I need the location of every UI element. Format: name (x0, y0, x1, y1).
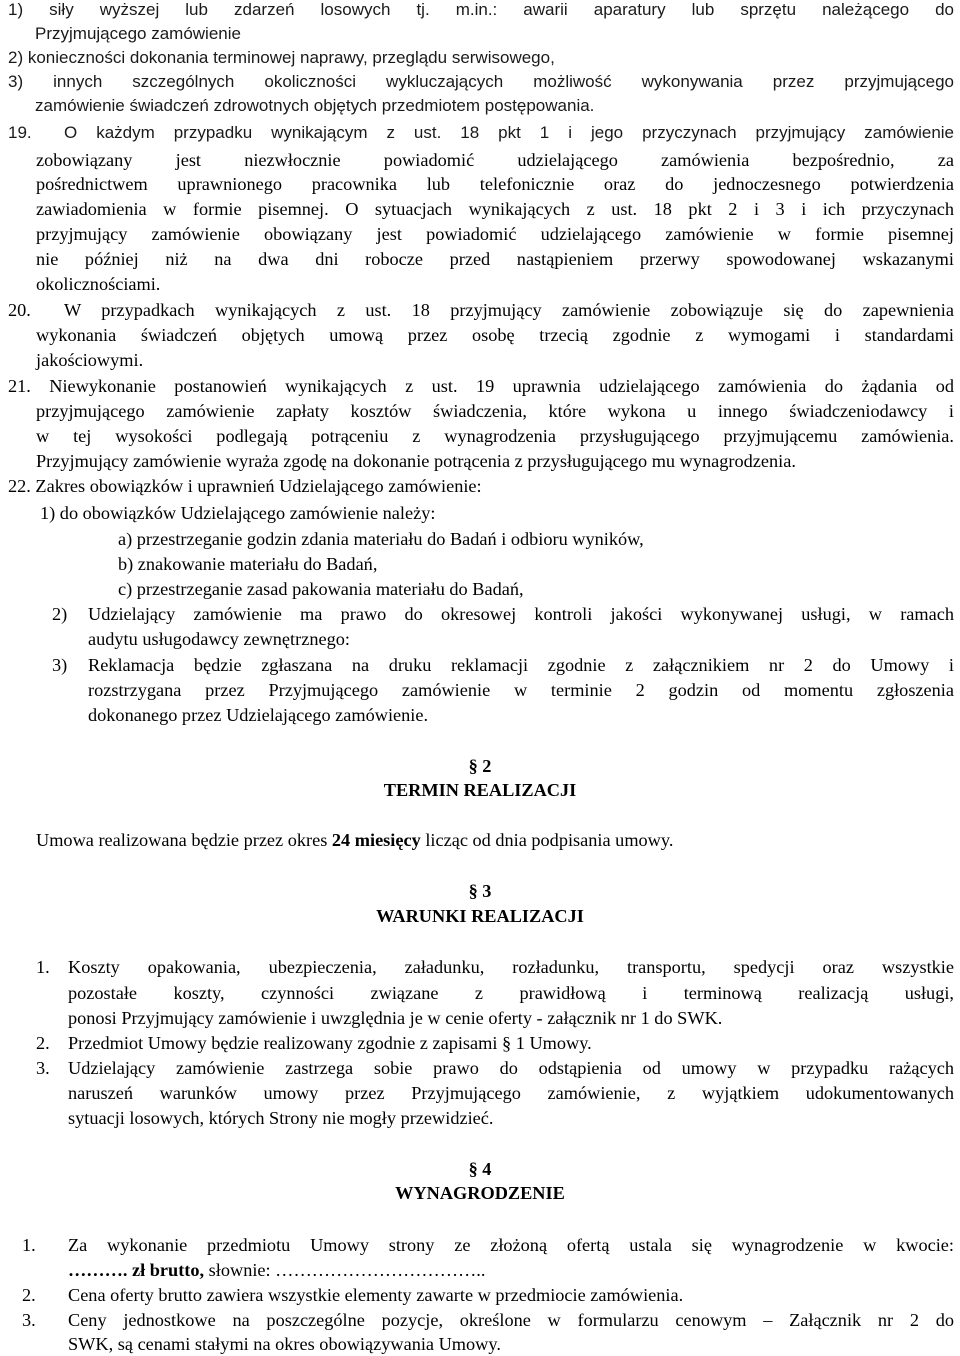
section-4-item-3-number: 3. (22, 1310, 36, 1330)
paragraph-22-sub-1: 1) do obowiązków Udzielającego zamówienie należy: (40, 503, 436, 523)
paragraph-22-item-a: a) przestrzeganie godzin zdania materiału do Badań i odbioru wyników, (118, 529, 644, 549)
section-3-item-2-line-1: Przedmiot Umowy będzie realizowany zgodnie z zapisami § 1 Umowy. (68, 1033, 592, 1053)
item-1-line-1: 1) siły wyższej lub zdarzeń losowych tj. m.in.: awarii aparatury lub sprzętu należącego do (8, 0, 954, 19)
section-3-item-2-number: 2. (36, 1033, 50, 1053)
section-2-text (36, 828, 960, 852)
paragraph-19-line-3: pośrednictwem uprawnionego pracownika lub telefonicznie oraz do jednoczesnego potwierdzenia (36, 174, 954, 194)
paragraph-19-number: 19. (8, 123, 32, 142)
section-2-text-after: licząc od dnia podpisania umowy. (420, 830, 674, 850)
section-3-item-1-line-1: Koszty opakowania, ubezpieczenia, załadunku, rozładunku, transportu, spedycji oraz wszystkie (68, 957, 954, 977)
paragraph-21-line-1: 21. Niewykonanie postanowień wynikających z ust. 19 uprawnia udzielającego zamówienia do żądania od (8, 376, 954, 396)
section-3-item-3-line-3: sytuacji losowych, których Strony nie mogły przewidzieć. (68, 1108, 494, 1128)
paragraph-19-line-7: okolicznościami. (36, 274, 161, 294)
section-3-item-3-number: 3. (36, 1058, 50, 1078)
section-3-number: § 3 (468, 881, 492, 901)
paragraph-19-line-2: zobowiązany jest niezwłocznie powiadomić udzielającego zamówienia bezpośrednio, za (36, 150, 954, 170)
paragraph-22-sub-3-number: 3) (52, 655, 68, 675)
section-4-item-3-line-1: Ceny jednostkowe na poszczególne pozycje, określone w formularzu cenowym – Załącznik nr 2 do (68, 1310, 954, 1330)
paragraph-19-line-5: przyjmujący zamówienie obowiązany jest powiadomić udzielającego zamówienie w formie pisemnej (36, 224, 954, 244)
paragraph-20-number: 20. (8, 300, 31, 320)
paragraph-22-item-b: b) znakowanie materiału do Badań, (118, 554, 378, 574)
paragraph-22-sub-2-line-1: Udzielający zamówienie ma prawo do okresowej kontroli jakości wykonywanej usługi, w ramach (88, 604, 954, 624)
item-3-line-1: 3) innych szczególnych okoliczności wykluczających możliwość wykonywania przez przyjmującego (8, 72, 954, 91)
paragraph-22-sub-3-line-2: rozstrzygana przez Przyjmującego zamówienie w terminie 2 godzin od momentu zgłoszenia (88, 680, 954, 700)
section-3-title: WARUNKI REALIZACJI (376, 906, 584, 926)
section-2-number: § 2 (468, 756, 492, 776)
paragraph-22-sub-2-number: 2) (52, 604, 68, 624)
paragraph-21-line-4: Przyjmujący zamówienie wyraża zgodę na dokonanie potrącenia z przysługującego mu wynagrodzenia. (36, 451, 796, 471)
section-4-item-1-line-1: Za wykonanie przedmiotu Umowy strony ze złożoną ofertą ustala się wynagrodzenie w kwocie: (68, 1235, 954, 1255)
paragraph-22-sub-2-line-2: audytu usługodawcy zewnętrznego: (88, 629, 350, 649)
item-1-line-2: Przyjmującego zamówienie (35, 24, 241, 43)
section-3-item-1-line-3: ponosi Przyjmujący zamówienie i uwzględnia je w cenie oferty - załącznik nr 1 do SWK. (68, 1008, 723, 1028)
paragraph-22-sub-3-line-3: dokonanego przez Udzielającego zamówienie. (88, 705, 429, 725)
section-4-number: § 4 (468, 1159, 492, 1179)
paragraph-22-heading: 22. Zakres obowiązków i uprawnień Udzielającego zamówienie: (8, 476, 482, 496)
paragraph-22-sub-3-line-1: Reklamacja będzie zgłaszana na druku reklamacji zgodnie z załącznikiem nr 2 do Umowy i (88, 655, 954, 675)
section-4-item-1-line-2 (68, 1258, 960, 1282)
item-2: 2) konieczności dokonania terminowej naprawy, przeglądu serwisowego, (8, 48, 555, 67)
section-3-item-1-number: 1. (36, 957, 50, 977)
section-3-item-3-line-2: naruszeń warunków umowy przez Przyjmującego zamówienie, z wyjątkiem udokumentowanych (68, 1083, 954, 1103)
paragraph-20-line-1: W przypadkach wynikających z ust. 18 przyjmujący zamówienie zobowiązuje się do zapewnienia (64, 300, 954, 320)
paragraph-20-line-2: wykonania świadczeń objętych umową przez osobę trzecią zgodnie z wymogami i standardami (36, 325, 954, 345)
paragraph-19-line-4: zawiadomienia w formie pisemnej. O sytuacjach wynikających z ust. 18 pkt 2 i 3 i ich przyczynach (36, 199, 954, 219)
section-4-item-1-number: 1. (22, 1235, 36, 1255)
paragraph-21-line-2: przyjmującego zamówienie zapłaty kosztów świadczenia, które wykona u innego świadczeniodawcy i (36, 401, 954, 421)
section-4-amount-words: słownie: …………………………….. (204, 1260, 486, 1280)
section-3-item-3-line-1: Udzielający zamówienie zastrzega sobie prawo do odstąpienia od umowy w przypadku rażących (68, 1058, 954, 1078)
section-4-title: WYNAGRODZENIE (395, 1183, 565, 1203)
paragraph-20-line-3: jakościowymi. (36, 350, 144, 370)
paragraph-19-line-1: O każdym przypadku wynikającym z ust. 18 pkt 1 i jego przyczynach przyjmujący zamówienie (64, 123, 954, 142)
paragraph-22-item-c: c) przestrzeganie zasad pakowania materiału do Badań, (118, 579, 524, 599)
section-2-duration: 24 miesięcy (331, 830, 421, 850)
section-4-item-3-line-2: SWK, są cenami stałymi na okres obowiązywania Umowy. (68, 1334, 501, 1354)
item-3-line-2: zamówienie świadczeń zdrowotnych objętych przedmiotem postępowania. (35, 96, 595, 115)
section-2-title: TERMIN REALIZACJI (383, 780, 577, 800)
section-4-item-2-line: Cena oferty brutto zawiera wszystkie elementy zawarte w przedmiocie zamówienia. (68, 1285, 684, 1305)
section-2-text-before: Umowa realizowana będzie przez okres (36, 830, 332, 850)
paragraph-19-line-6: nie później niż na dwa dni robocze przed nastąpieniem przerwy spowodowanej wskazanymi (36, 249, 954, 269)
section-3-item-1-line-2: pozostałe koszty, czynności związane z prawidłową i terminową realizacją usługi, (68, 983, 954, 1003)
paragraph-21-line-3: w tej wysokości podlegają potrąceniu z wynagrodzenia przysługującego przyjmującemu zamówienia. (36, 426, 954, 446)
section-4-amount: ………. zł brutto, (68, 1260, 205, 1280)
section-4-item-2-number: 2. (22, 1285, 36, 1305)
